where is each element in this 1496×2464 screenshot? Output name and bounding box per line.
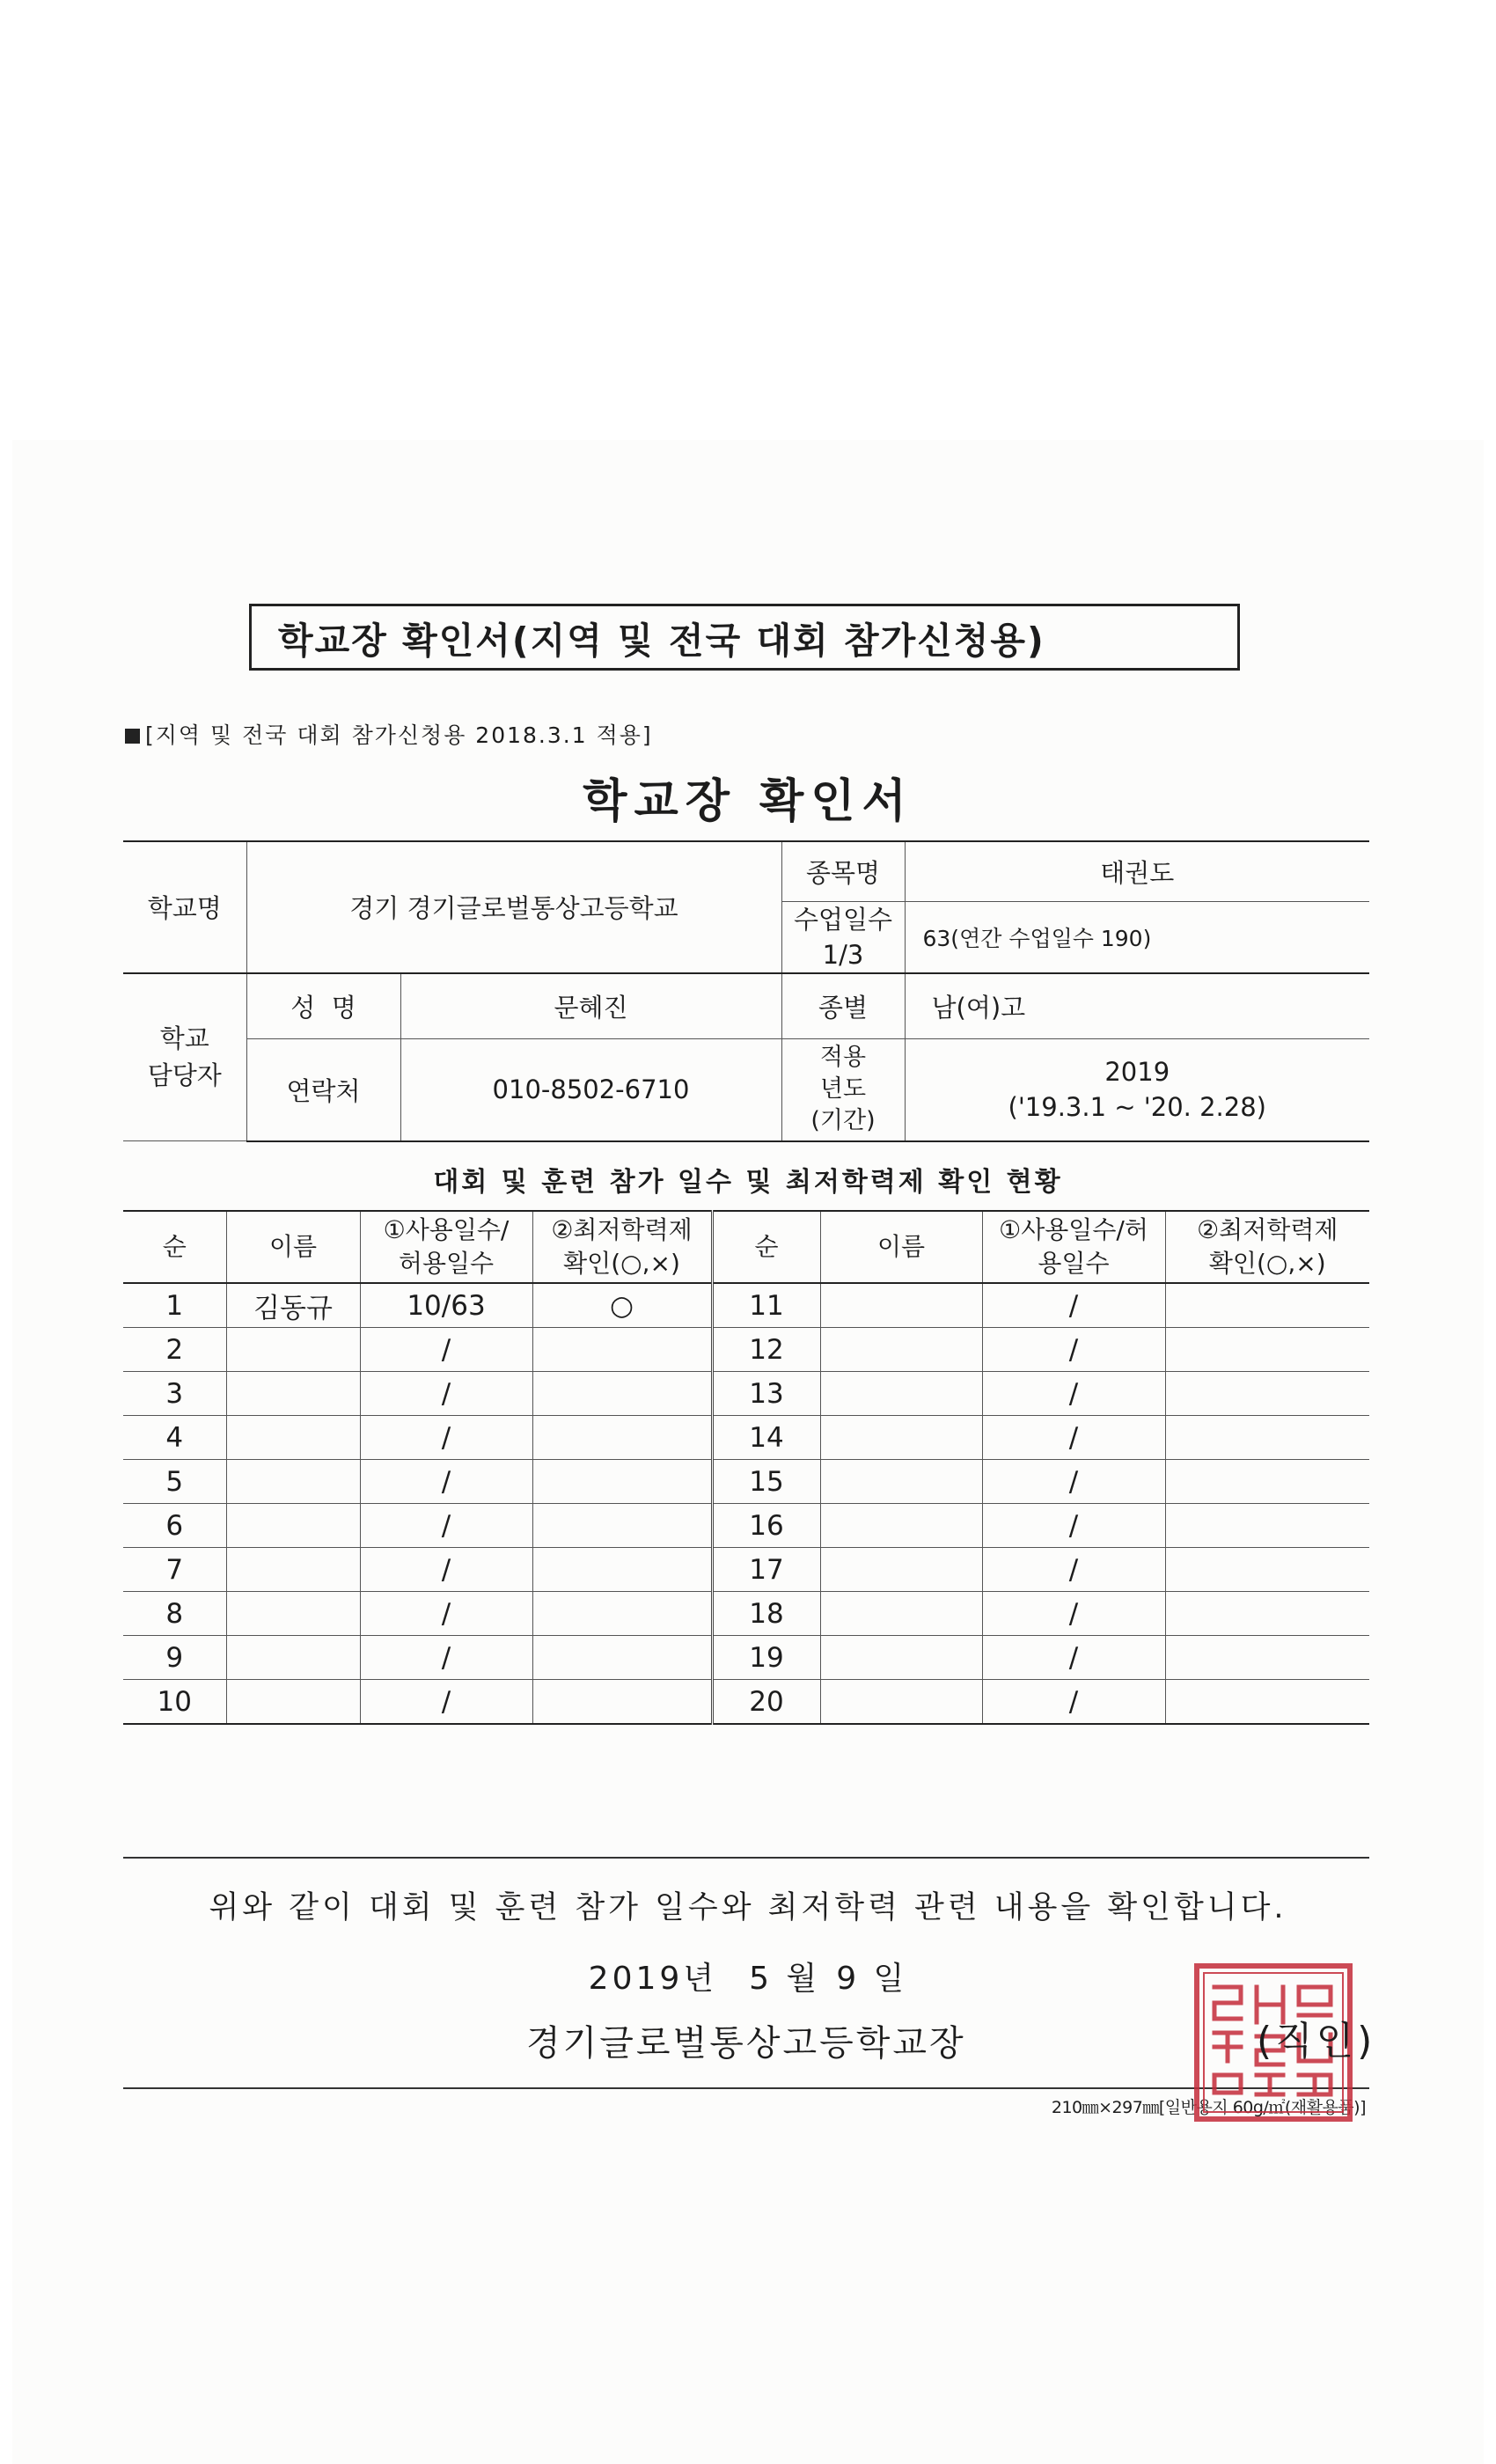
seal-label: (직인) (1257, 2019, 1376, 2064)
days-used: / (982, 1460, 1165, 1504)
contact-group-label-line2: 담당자 (147, 1060, 222, 1091)
days-used: / (982, 1328, 1165, 1372)
min-academic-check (532, 1636, 712, 1680)
table-row (123, 1592, 1369, 1636)
min-academic-check (532, 1328, 712, 1372)
header-name-left: 이름 (226, 1211, 360, 1283)
row-number: 12 (712, 1328, 820, 1372)
student-name (226, 1548, 360, 1592)
date-month: 5 월 (749, 1961, 821, 1997)
contact-name-value: 문혜진 (400, 973, 781, 1039)
header-days-left-line1: ①사용일수/ (383, 1215, 510, 1244)
header-days-right (982, 1211, 1165, 1283)
certificate-title: 학교장 확인서 (583, 775, 913, 828)
min-academic-check (1165, 1372, 1369, 1416)
min-academic-check (532, 1372, 712, 1416)
row-number: 1 (123, 1283, 226, 1328)
form-title: 학교장 확인서(지역 및 전국 대회 참가신청용) (278, 619, 1045, 662)
days-used: / (360, 1504, 532, 1548)
event-value: 태권도 (905, 841, 1369, 901)
row-number: 14 (712, 1416, 820, 1460)
row-number: 15 (712, 1460, 820, 1504)
footer-bottom-rule (123, 2087, 1369, 2089)
school-name-value: 경기 경기글로벌통상고등학교 (246, 841, 781, 973)
date-day: 9 일 (836, 1961, 908, 1997)
contact-group-label (123, 973, 246, 1141)
table-row (123, 1548, 1369, 1592)
header-min-right (1165, 1211, 1369, 1283)
class-days-label-line2: 1/3 (822, 939, 864, 970)
min-academic-check (532, 1680, 712, 1725)
min-academic-check (532, 1416, 712, 1460)
min-academic-check (532, 1460, 712, 1504)
student-name (820, 1504, 982, 1548)
days-used: / (360, 1592, 532, 1636)
student-name (226, 1372, 360, 1416)
confirmation-statement: 위와 같이 대회 및 훈련 참가 일수와 최저학력 관련 내용을 확인합니다. (209, 1890, 1287, 1925)
days-used: / (982, 1504, 1165, 1548)
days-used: / (360, 1328, 532, 1372)
min-academic-check (1165, 1328, 1369, 1372)
event-label: 종목명 (781, 841, 905, 901)
student-name (820, 1460, 982, 1504)
min-academic-check (1165, 1592, 1369, 1636)
min-academic-check (1165, 1680, 1369, 1725)
table-row (123, 1328, 1369, 1372)
min-academic-check (1165, 1283, 1369, 1328)
student-name (820, 1416, 982, 1460)
days-used: / (982, 1372, 1165, 1416)
min-academic-check (532, 1592, 712, 1636)
header-min-left (532, 1211, 712, 1283)
year-label-line3: (기간) (810, 1107, 876, 1135)
header-seq-right: 순 (712, 1211, 820, 1283)
type-value: 남(여)고 (905, 973, 1369, 1039)
row-number: 18 (712, 1592, 820, 1636)
row-number: 8 (123, 1592, 226, 1636)
contact-name-label: 성 명 (246, 973, 400, 1039)
row-number: 17 (712, 1548, 820, 1592)
notice-line (125, 718, 653, 750)
student-name (226, 1460, 360, 1504)
table-row (123, 1504, 1369, 1548)
student-name (820, 1636, 982, 1680)
student-name (226, 1680, 360, 1725)
notice-text: [지역 및 전국 대회 참가신청용 2018.3.1 적용] (145, 722, 653, 748)
student-name (820, 1680, 982, 1725)
days-used: / (982, 1636, 1165, 1680)
status-section-title: 대회 및 훈련 참가 일수 및 최저학력제 확인 현황 (433, 1167, 1063, 1198)
scan-margin (0, 0, 1496, 440)
header-name-right: 이름 (820, 1211, 982, 1283)
days-used: / (982, 1680, 1165, 1725)
row-number: 20 (712, 1680, 820, 1725)
days-used: / (360, 1416, 532, 1460)
table-row (123, 1416, 1369, 1460)
class-days-label-line1: 수업일수 (793, 904, 893, 935)
table-row (123, 1680, 1369, 1725)
header-days-left (360, 1211, 532, 1283)
class-days-value: 63(연간 수업일수 190) (905, 901, 1369, 973)
min-academic-check (1165, 1504, 1369, 1548)
student-name (226, 1328, 360, 1372)
row-number: 16 (712, 1504, 820, 1548)
days-used: / (982, 1592, 1165, 1636)
header-days-right-line2: 용일수 (1038, 1249, 1110, 1278)
days-used: / (360, 1680, 532, 1725)
contact-phone-label: 연락처 (246, 1039, 400, 1141)
min-academic-check (1165, 1460, 1369, 1504)
year-value (905, 1039, 1369, 1141)
header-days-left-line2: 허용일수 (398, 1249, 495, 1278)
year-label (781, 1039, 905, 1141)
year-number: 2019 (1104, 1057, 1170, 1088)
paper-spec: 210㎜×297㎜[일반용지 60g/㎡(재활용품)] (1051, 2098, 1366, 2117)
days-used: / (982, 1283, 1165, 1328)
min-academic-check: ○ (532, 1283, 712, 1328)
header-seq-left: 순 (123, 1211, 226, 1283)
school-name-label: 학교명 (123, 841, 246, 973)
square-bullet-icon (125, 729, 140, 744)
student-name (820, 1548, 982, 1592)
student-name (226, 1504, 360, 1548)
class-days-label (781, 901, 905, 973)
row-number: 7 (123, 1548, 226, 1592)
min-academic-check (532, 1548, 712, 1592)
min-academic-check (532, 1504, 712, 1548)
student-name (226, 1416, 360, 1460)
table-row (123, 1636, 1369, 1680)
student-name (226, 1592, 360, 1636)
row-number: 9 (123, 1636, 226, 1680)
row-number: 5 (123, 1460, 226, 1504)
student-name (226, 1636, 360, 1680)
days-used: / (360, 1548, 532, 1592)
school-info-table (123, 840, 1369, 1142)
header-min-right-line2: 확인(○,×) (1208, 1249, 1326, 1278)
footer-top-rule (123, 1857, 1369, 1859)
min-academic-check (1165, 1416, 1369, 1460)
contact-phone-value: 010-8502-6710 (400, 1039, 781, 1141)
days-used: / (982, 1548, 1165, 1592)
year-label-line2: 년도 (819, 1075, 867, 1104)
type-label: 종별 (781, 973, 905, 1039)
days-used: / (360, 1460, 532, 1504)
row-number: 10 (123, 1680, 226, 1725)
row-number: 11 (712, 1283, 820, 1328)
date-year: 2019년 (588, 1961, 718, 1997)
table-header-row (123, 1211, 1369, 1283)
student-name (820, 1328, 982, 1372)
header-days-right-line1: ①사용일수/허 (999, 1215, 1148, 1244)
header-min-left-line1: ②최저학력제 (551, 1215, 693, 1244)
row-number: 4 (123, 1416, 226, 1460)
days-used: / (982, 1416, 1165, 1460)
contact-group-label-line1: 학교 (159, 1023, 209, 1054)
table-row (123, 1460, 1369, 1504)
table-row (123, 1372, 1369, 1416)
row-number: 2 (123, 1328, 226, 1372)
row-number: 6 (123, 1504, 226, 1548)
min-academic-check (1165, 1636, 1369, 1680)
student-name: 김동규 (226, 1283, 360, 1328)
row-number: 19 (712, 1636, 820, 1680)
participation-table (123, 1210, 1369, 1725)
days-used: / (360, 1372, 532, 1416)
header-min-right-line1: ②최저학력제 (1197, 1215, 1338, 1244)
year-label-line1: 적용 (819, 1044, 867, 1072)
row-number: 3 (123, 1372, 226, 1416)
days-used: / (360, 1636, 532, 1680)
min-academic-check (1165, 1548, 1369, 1592)
year-period: ('19.3.1 ~ '20. 2.28) (1008, 1092, 1266, 1123)
header-min-left-line2: 확인(○,×) (563, 1249, 680, 1278)
student-name (820, 1592, 982, 1636)
signer-title: 경기글로벌통상고등학교장 (526, 2023, 966, 2064)
student-name (820, 1283, 982, 1328)
table-row (123, 1283, 1369, 1328)
form-title-box (249, 604, 1240, 671)
days-used: 10/63 (360, 1283, 532, 1328)
student-name (820, 1372, 982, 1416)
row-number: 13 (712, 1372, 820, 1416)
